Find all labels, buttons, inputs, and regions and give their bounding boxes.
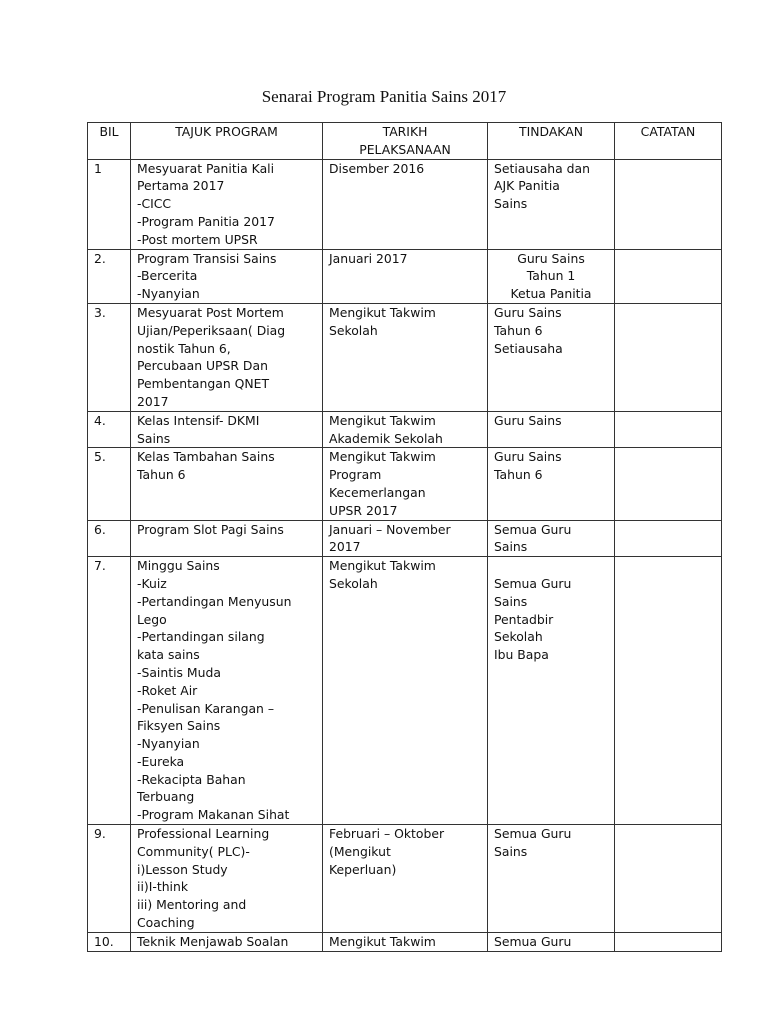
cell-bil: 4. — [88, 411, 131, 448]
cell-tarikh-pelaksanaan-line: Mengikut Takwim — [329, 933, 436, 949]
cell-tindakan-line: Sains — [494, 539, 528, 555]
table-body — [88, 159, 722, 951]
cell-tajuk-program-line: -Pertandingan Menyusun — [137, 593, 292, 609]
cell-catatan — [615, 932, 722, 951]
cell-bil: 2. — [88, 249, 131, 303]
cell-tarikh-pelaksanaan — [323, 159, 488, 249]
table-row — [88, 557, 722, 825]
cell-bil: 5. — [88, 448, 131, 520]
header-catatan: CATATAN — [615, 123, 722, 160]
cell-tarikh-pelaksanaan — [323, 303, 488, 411]
cell-tajuk-program — [131, 825, 323, 933]
cell-bil: 3. — [88, 303, 131, 411]
cell-tajuk-program — [131, 249, 323, 303]
cell-tajuk-program-line: Pembentangan QNET — [137, 376, 270, 392]
cell-tarikh-pelaksanaan-line: Mengikut Takwim — [329, 449, 436, 465]
cell-catatan — [615, 411, 722, 448]
cell-tarikh-pelaksanaan — [323, 932, 488, 951]
cell-tajuk-program-line: 2017 — [137, 393, 169, 409]
cell-tajuk-program — [131, 411, 323, 448]
cell-tarikh-pelaksanaan-line: Mengikut Takwim — [329, 558, 436, 574]
cell-tajuk-program — [131, 520, 323, 557]
header-tarikh-pelaksanaan: TARIKH PELAKSANAAN — [323, 123, 488, 160]
table-row — [88, 448, 722, 520]
cell-tindakan-line: Semua Guru — [494, 521, 572, 537]
cell-bil: 9. — [88, 825, 131, 933]
cell-catatan — [615, 448, 722, 520]
cell-tarikh-pelaksanaan-line: Sekolah — [329, 575, 378, 591]
cell-tarikh-pelaksanaan — [323, 411, 488, 448]
cell-tajuk-program-line: -Program Panitia 2017 — [137, 213, 275, 229]
cell-tajuk-program-line: -Nyanyian — [137, 286, 200, 302]
cell-tindakan-line: Semua Guru — [494, 575, 572, 591]
program-table — [87, 122, 722, 952]
cell-tajuk-program-line: -Penulisan Karangan – — [137, 700, 275, 716]
cell-tindakan — [488, 520, 615, 557]
cell-bil: 7. — [88, 557, 131, 825]
cell-tarikh-pelaksanaan-line: Mengikut Takwim — [329, 412, 436, 428]
cell-catatan — [615, 520, 722, 557]
cell-tajuk-program-line: -Roket Air — [137, 682, 198, 698]
cell-tindakan-line: Ketua Panitia — [510, 286, 592, 302]
cell-tajuk-program-line: -Pertandingan silang — [137, 629, 265, 645]
header-bil: BIL — [88, 123, 131, 160]
cell-tindakan-line: Guru Sains — [494, 412, 562, 428]
cell-tajuk-program-line: -Kuiz — [137, 575, 167, 591]
cell-tajuk-program-line: iii) Mentoring and — [137, 897, 247, 913]
cell-tarikh-pelaksanaan-line: Mengikut Takwim — [329, 304, 436, 320]
table-row — [88, 932, 722, 951]
cell-tindakan — [488, 557, 615, 825]
cell-tarikh-pelaksanaan-line: Keperluan) — [329, 861, 397, 877]
cell-tajuk-program-line: Mesyuarat Post Mortem — [137, 304, 284, 320]
cell-tindakan-line: Sains — [494, 843, 528, 859]
cell-tajuk-program-line: Sains — [137, 430, 171, 446]
cell-tarikh-pelaksanaan-line: Kecemerlangan — [329, 484, 426, 500]
cell-tindakan-line: Semua Guru — [494, 933, 572, 949]
cell-tajuk-program — [131, 159, 323, 249]
cell-catatan — [615, 303, 722, 411]
cell-tajuk-program-line: Pertama 2017 — [137, 178, 225, 194]
cell-tajuk-program-line: kata sains — [137, 647, 200, 663]
cell-catatan — [615, 825, 722, 933]
cell-tajuk-program-line: i)Lesson Study — [137, 861, 228, 877]
cell-tajuk-program-line: Teknik Menjawab Soalan — [137, 933, 289, 949]
cell-tarikh-pelaksanaan-line: Februari – Oktober — [329, 826, 445, 842]
cell-tarikh-pelaksanaan-line: 2017 — [329, 539, 361, 555]
cell-tajuk-program — [131, 448, 323, 520]
cell-tindakan-line: Tahun 6 — [494, 322, 543, 338]
cell-bil: 6. — [88, 520, 131, 557]
cell-tajuk-program-line: -Rekacipta Bahan — [137, 771, 246, 787]
cell-tarikh-pelaksanaan-line: UPSR 2017 — [329, 502, 398, 518]
cell-tajuk-program-line: Tahun 6 — [137, 467, 186, 483]
table-row — [88, 411, 722, 448]
cell-tajuk-program-line: -Eureka — [137, 753, 185, 769]
cell-tajuk-program-line: -Nyanyian — [137, 736, 200, 752]
cell-tajuk-program-line: nostik Tahun 6, — [137, 340, 231, 356]
cell-tajuk-program-line: Community( PLC)- — [137, 843, 250, 859]
cell-tarikh-pelaksanaan — [323, 557, 488, 825]
cell-tajuk-program-line: ii)I-think — [137, 879, 189, 895]
cell-tindakan — [488, 303, 615, 411]
cell-tindakan-line: Setiausaha — [494, 340, 563, 356]
cell-tajuk-program — [131, 932, 323, 951]
cell-tajuk-program-line: Coaching — [137, 915, 195, 931]
table-row — [88, 825, 722, 933]
cell-tindakan-line: Ibu Bapa — [494, 647, 549, 663]
cell-tindakan-line: Guru Sains — [494, 304, 562, 320]
cell-tindakan — [488, 411, 615, 448]
cell-tarikh-pelaksanaan-line: Sekolah — [329, 322, 378, 338]
cell-tindakan — [488, 249, 615, 303]
cell-catatan — [615, 557, 722, 825]
header-tindakan: TINDAKAN — [488, 123, 615, 160]
cell-catatan — [615, 249, 722, 303]
cell-bil: 1 — [88, 159, 131, 249]
cell-tajuk-program-line: Percubaan UPSR Dan — [137, 358, 268, 374]
cell-tarikh-pelaksanaan — [323, 825, 488, 933]
cell-tindakan — [488, 448, 615, 520]
cell-tarikh-pelaksanaan-line: (Mengikut — [329, 843, 391, 859]
cell-tindakan-line: Sains — [494, 593, 528, 609]
cell-tajuk-program-line: Program Transisi Sains — [137, 250, 277, 266]
cell-tarikh-pelaksanaan-line: Disember 2016 — [329, 160, 425, 176]
cell-tajuk-program-line: -Bercerita — [137, 268, 198, 284]
cell-tajuk-program-line: Lego — [137, 611, 167, 627]
cell-tindakan-line: Setiausaha dan — [494, 160, 590, 176]
cell-tarikh-pelaksanaan — [323, 249, 488, 303]
cell-tajuk-program-line: Minggu Sains — [137, 558, 220, 574]
table-header-row — [88, 123, 722, 160]
table-row — [88, 159, 722, 249]
cell-tindakan-line: Guru Sains — [517, 250, 585, 266]
cell-tarikh-pelaksanaan — [323, 520, 488, 557]
cell-tindakan — [488, 825, 615, 933]
cell-tajuk-program-line: Kelas Tambahan Sains — [137, 449, 275, 465]
cell-tajuk-program-line: -Program Makanan Sihat — [137, 807, 290, 823]
cell-tindakan-line: Guru Sains — [494, 449, 562, 465]
cell-catatan — [615, 159, 722, 249]
cell-tajuk-program-line: Fiksyen Sains — [137, 718, 221, 734]
cell-tarikh-pelaksanaan-line: Program — [329, 467, 382, 483]
document-title: Senarai Program Panitia Sains 2017 — [261, 87, 507, 106]
cell-tajuk-program-line: -Saintis Muda — [137, 664, 221, 680]
cell-tindakan-line: AJK Panitia — [494, 178, 560, 194]
cell-tajuk-program-line: -CICC — [137, 196, 172, 212]
cell-bil: 10. — [88, 932, 131, 951]
header-tajuk-program: TAJUK PROGRAM — [131, 123, 323, 160]
table-row — [88, 303, 722, 411]
cell-tarikh-pelaksanaan-line: Januari 2017 — [329, 250, 408, 266]
cell-tajuk-program-line: Professional Learning — [137, 826, 270, 842]
cell-tarikh-pelaksanaan-line: Akademik Sekolah — [329, 430, 443, 446]
cell-tajuk-program-line: Mesyuarat Panitia Kali — [137, 160, 275, 176]
cell-tajuk-program-line: Kelas Intensif- DKMI — [137, 412, 260, 428]
table-row — [88, 520, 722, 557]
cell-tajuk-program-line: Program Slot Pagi Sains — [137, 521, 284, 537]
cell-tindakan-line: Pentadbir — [494, 611, 554, 627]
cell-tarikh-pelaksanaan — [323, 448, 488, 520]
cell-tajuk-program-line: Terbuang — [137, 789, 195, 805]
cell-tajuk-program — [131, 557, 323, 825]
cell-tindakan-line: Semua Guru — [494, 826, 572, 842]
cell-tajuk-program-line: Ujian/Peperiksaan( Diag — [137, 322, 286, 338]
cell-tindakan-line: Tahun 1 — [526, 268, 576, 284]
cell-tindakan — [488, 932, 615, 951]
table-row — [88, 249, 722, 303]
cell-tindakan-line: Tahun 6 — [494, 467, 543, 483]
cell-tajuk-program-line: -Post mortem UPSR — [137, 231, 258, 247]
cell-tajuk-program — [131, 303, 323, 411]
cell-tindakan — [488, 159, 615, 249]
cell-tindakan-line: Sains — [494, 196, 528, 212]
cell-tarikh-pelaksanaan-line: Januari – November — [329, 521, 451, 537]
cell-tindakan-line: Sekolah — [494, 629, 543, 645]
